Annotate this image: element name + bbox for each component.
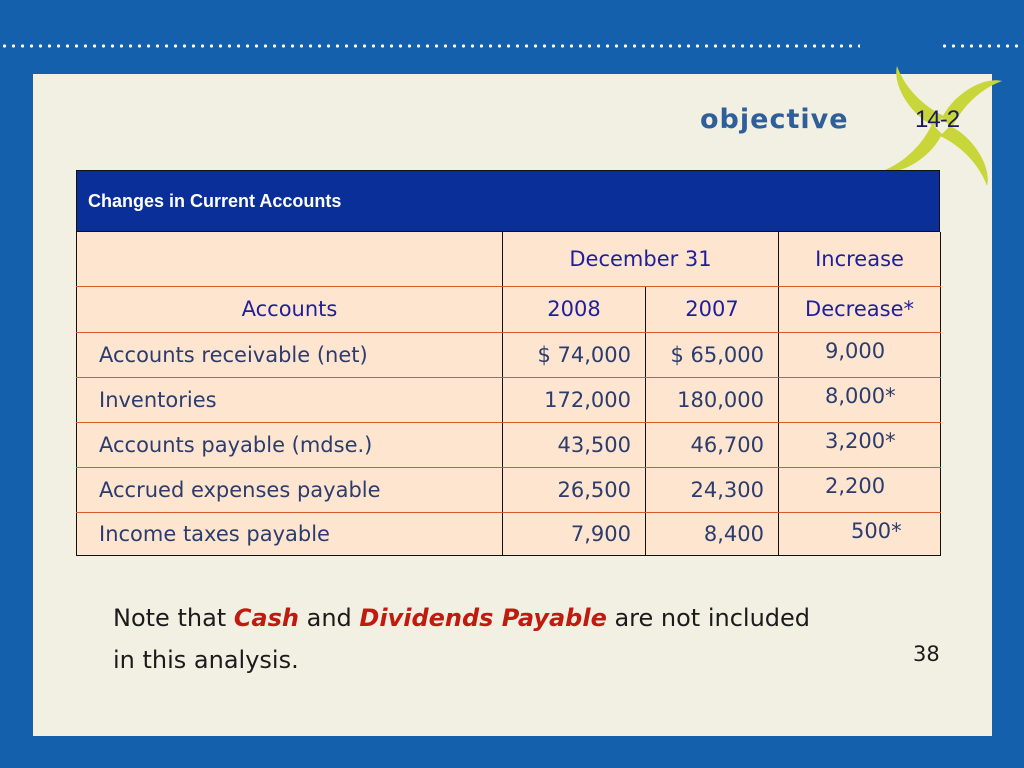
account-name: Accounts payable (mdse.) xyxy=(77,422,503,467)
objective-label: objective xyxy=(700,104,849,135)
table-title: Changes in Current Accounts xyxy=(88,190,342,211)
account-name: Accrued expenses payable xyxy=(77,467,503,512)
value-2008: 43,500 xyxy=(503,422,646,467)
value-2008: $ 74,000 xyxy=(503,332,646,377)
table-row xyxy=(77,512,941,555)
value-2007: 46,700 xyxy=(646,422,779,467)
objective-number: 14-2 xyxy=(915,106,960,133)
note-dividends-payable: Dividends Payable xyxy=(359,604,607,632)
header-row-2 xyxy=(77,286,941,332)
analysis-note xyxy=(113,597,813,681)
dotted-line-decoration-right xyxy=(940,44,1024,48)
accounts-header: Accounts xyxy=(77,286,503,332)
change-value: 2,200 xyxy=(779,467,941,512)
december-31-header: December 31 xyxy=(503,232,779,286)
note-suffix: are not included in this analysis. xyxy=(113,604,811,674)
change-value: 3,200* xyxy=(779,422,941,467)
value-2007: 24,300 xyxy=(646,467,779,512)
dotted-line-decoration xyxy=(0,44,860,48)
increase-header: Increase xyxy=(779,232,941,286)
year-2008-header: 2008 xyxy=(503,286,646,332)
value-2008: 26,500 xyxy=(503,467,646,512)
note-prefix: Note that xyxy=(113,604,234,632)
account-name: Inventories xyxy=(77,377,503,422)
year-2007-header: 2007 xyxy=(646,286,779,332)
note-and: and xyxy=(299,604,360,632)
header-blank-cell xyxy=(77,232,503,286)
value-2007: 180,000 xyxy=(646,377,779,422)
value-2007: 8,400 xyxy=(646,512,779,555)
current-accounts-table xyxy=(76,170,940,556)
value-2007: $ 65,000 xyxy=(646,332,779,377)
account-name: Income taxes payable xyxy=(99,521,330,546)
decrease-header: Decrease* xyxy=(779,286,941,332)
table-row xyxy=(77,467,941,512)
table-row xyxy=(77,332,941,377)
change-value: 500* xyxy=(779,512,941,555)
account-name: Accounts receivable (net) xyxy=(77,332,503,377)
slide-number: 38 xyxy=(913,642,940,666)
value-2008: 172,000 xyxy=(503,377,646,422)
header-row-1 xyxy=(77,232,941,286)
change-value: 9,000 xyxy=(779,332,941,377)
table-row xyxy=(77,377,941,422)
change-value: 8,000* xyxy=(779,377,941,422)
value-2008: 7,900 xyxy=(503,512,646,555)
table-row xyxy=(77,422,941,467)
note-cash: Cash xyxy=(233,604,299,632)
table-title-bar xyxy=(76,170,940,232)
